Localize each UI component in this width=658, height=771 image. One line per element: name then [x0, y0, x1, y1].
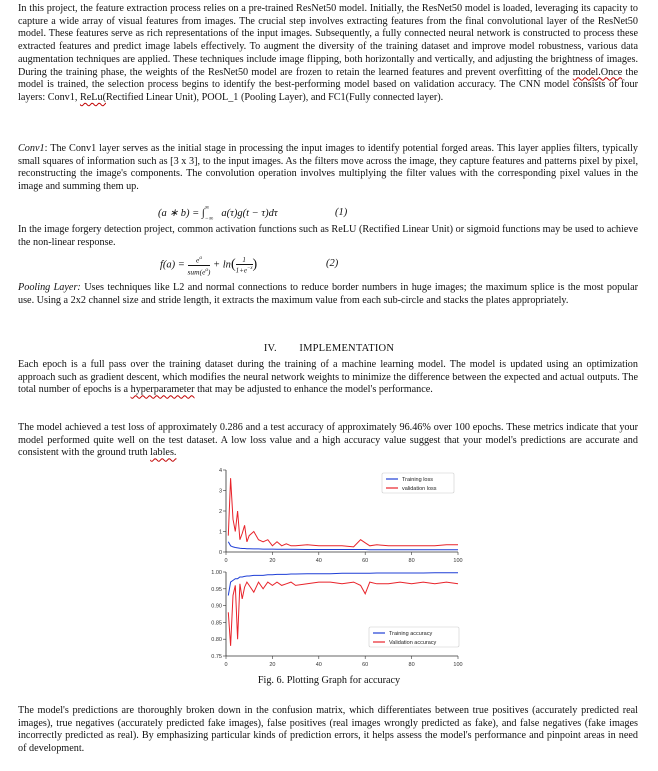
- y-tick-label: 0: [218, 550, 222, 556]
- eq-sup: −x: [246, 265, 253, 271]
- y-tick-label: 0.90: [211, 603, 222, 610]
- fraction: [188, 254, 211, 276]
- x-tick-label: 40: [315, 558, 322, 564]
- y-tick-label: 0.80: [211, 637, 222, 644]
- text-span: The model achieved a test loss of approximately 0.286 and a test accuracy of approximately 96.46% over 100 epochs. These metrics indicate that your model performed quite well on the test dataset. A low loss value and a high accuracy value suggest that your model's predictions are accurate and consistent with the ground truth: [18, 422, 638, 459]
- accuracy-chart: [204, 567, 464, 670]
- eq-text: a(τ)g(t − τ)dτ: [218, 208, 278, 219]
- term-label: Pooling Layer:: [18, 282, 81, 293]
- legend-label: Training accuracy: [389, 631, 433, 637]
- denominator: [188, 266, 211, 277]
- x-tick-label: 40: [315, 662, 322, 668]
- x-tick-label: 80: [408, 662, 415, 668]
- eq-text: ): [207, 267, 211, 276]
- legend-label: Training loss: [402, 477, 433, 483]
- eq-sup: a: [199, 256, 202, 261]
- y-tick-label: 2: [218, 509, 222, 515]
- y-tick-label: 0.85: [211, 620, 222, 627]
- legend-label: Validation accuracy: [389, 640, 437, 646]
- y-tick-label: 1.00: [211, 570, 222, 576]
- text-span: Uses techniques like L2 and normal connections to reduce border numbers in huge images; the maximum splice is the most popular use. Using a 2x2 channel size and stride length, it extracts the maximum value from each sub-circle and stacks the plates appropriately.: [18, 282, 638, 306]
- paragraph-activation: [18, 224, 638, 249]
- equation-number: (2): [326, 258, 339, 269]
- x-tick-label: 100: [453, 662, 463, 668]
- legend-label: validation loss: [402, 486, 437, 492]
- section-heading: IV. IMPLEMENTATION: [263, 343, 395, 354]
- paragraph-implementation: [18, 359, 638, 397]
- text-span: the model is trained, the selection process begins to identify the best-performing model based on validation accuracy. The CNN model consists of four layers: Conv1,: [18, 66, 638, 103]
- x-tick-label: 0: [224, 662, 228, 668]
- text-span: In the image forgery detection project, common activation functions such as ReLU (Rectified Linear Unit) or sigmoid functions may be used to achieve the non-linear response.: [18, 224, 638, 248]
- loss-chart: [204, 466, 464, 566]
- x-tick-label: 20: [269, 662, 276, 668]
- denominator: [236, 265, 253, 274]
- spellcheck-word: model.Once: [572, 66, 623, 78]
- y-tick-label: 0.75: [211, 654, 222, 660]
- y-tick-label: 0.95: [211, 586, 222, 593]
- x-tick-label: 60: [362, 558, 369, 564]
- x-tick-label: 100: [453, 558, 463, 564]
- text-span: The model's predictions are thoroughly broken down in the confusion matrix, which differentiates between true positives (accurately predicted real images), true negatives (accurately predicted fake images), false positives (real images wrongly predicted as fake), and false negatives (fake images incorrectly predicted as real). By emphasizing particular kinds of prediction errors, it helps assess the model's performance and pinpoint areas in need of development.: [18, 705, 638, 755]
- eq-text: 1+e: [235, 266, 247, 275]
- text-span: In this project, the feature extraction process relies on a pre-trained ResNet50 model. Initially, the ResNet50 model is loaded, leveraging its capacity to capture a wide array of visual features from images. The crucial step involves extracting features from the final convolutional layer of the ResNet50 model. These features serve as rich representations of the input images. Subsequently, a fully connected neural network is constructed to process these extracted features and predict image labels effectively. To augment the diversity of the training dataset and improve model robustness, various data augmentation techniques are applied. These techniques include image flipping, both horizontally and vertically, and adjusting the brightness of images. During the training phase, the weights of the ResNet50 model are frozen to retain the learned features and prevent overfitting of the: [18, 3, 638, 78]
- lower-limit: −∞: [204, 215, 214, 222]
- x-tick-label: 80: [408, 558, 415, 564]
- figure-caption: Fig. 6. Plotting Graph for accuracy: [257, 675, 401, 686]
- numerator: [188, 254, 211, 266]
- x-tick-label: 20: [269, 558, 276, 564]
- eq-text: e: [196, 255, 200, 265]
- paragraph-feature-extraction: [18, 3, 638, 105]
- x-tick-label: 0: [224, 558, 228, 564]
- y-tick-label: 4: [218, 468, 222, 474]
- text-span: : The Conv1 layer serves as the initial stage in processing the input images to identify potential forged areas. This layer applies filters, typically small squares of information such as [3 x 3], to the input images. As the filters move across the image, they capture features and patterns pixel by pixel, reconstructing the image's components. The convolution operation involves multiplying the filter values with the corresponding pixel values in the image and summing them up.: [18, 143, 638, 193]
- paragraph-results: [18, 422, 638, 460]
- paragraph-conv1: [18, 143, 638, 194]
- x-tick-label: 60: [362, 662, 369, 668]
- equation-number: (1): [335, 207, 348, 218]
- text-span: Each epoch is a full pass over the training dataset during the training of a machine learning model. The model is updated using an optimization approach such as gradient descent, which modifies the neural network weights to minimize the difference between the expected and actual outputs. The total number of epochs is a: [18, 359, 638, 396]
- text-span: that may be adjusted to enhance the model's performance.: [194, 384, 433, 396]
- spellcheck-word: lables.: [150, 447, 177, 459]
- eq-text: (a ∗ b) = ∫: [158, 208, 205, 219]
- upper-limit: ∞: [204, 204, 210, 211]
- numerator: 1: [236, 256, 253, 265]
- eq-text: + ln: [210, 259, 231, 271]
- text-span: Rectified Linear Unit), POOL_1 (Pooling Layer), and FC1(Fully connected layer).: [106, 91, 444, 103]
- paragraph-confusion-matrix: [18, 705, 638, 756]
- equation-1: [158, 204, 278, 222]
- equation-2: f(a) = $e^a$ $sum(e^a)$ + ln( $\frac{1}{1+e^{-x}}$ ): [160, 255, 258, 276]
- fraction: [236, 256, 253, 274]
- y-tick-label: 1: [218, 529, 222, 536]
- y-tick-label: 3: [218, 488, 222, 495]
- eq-sup: a: [205, 267, 208, 273]
- paragraph-pooling: [18, 282, 638, 307]
- spellcheck-word: hyperparameter: [130, 384, 195, 396]
- eq-text: sum(e: [187, 267, 206, 276]
- spellcheck-word: ReLu(: [79, 91, 106, 103]
- eq-text: f(a) =: [160, 259, 188, 271]
- term-label: Conv1: [18, 143, 45, 154]
